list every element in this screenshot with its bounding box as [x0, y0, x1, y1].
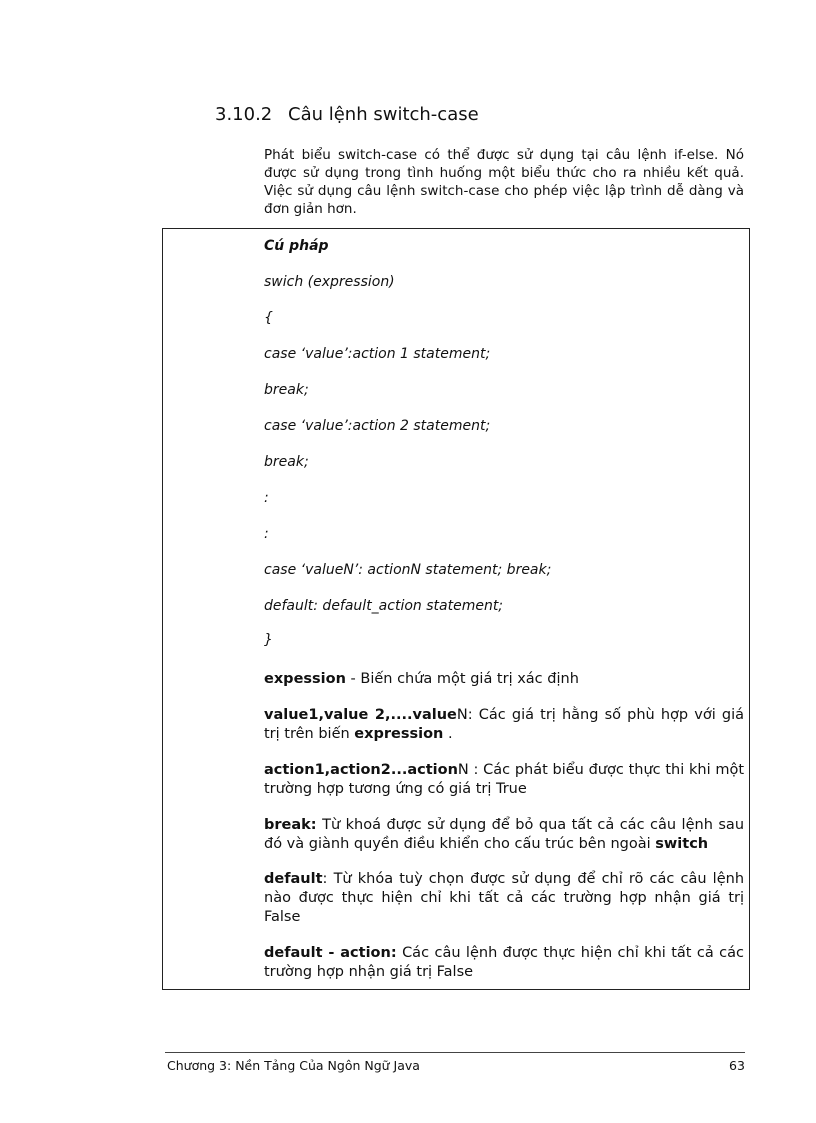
definition-sep: N : — [457, 762, 484, 778]
section-heading — [215, 104, 479, 125]
section-number: 3.10.2 — [215, 104, 273, 125]
definition-default-action — [264, 944, 744, 982]
syntax-title: Cú pháp — [264, 238, 329, 254]
definition-keyword: switch — [655, 836, 709, 852]
definition-keyword: expression — [354, 726, 444, 742]
definition-term: default - action: — [264, 945, 397, 961]
definition-text: Biến chứa một giá trị xác định — [360, 671, 579, 687]
intro-paragraph: Phát biểu switch-case có thể được sử dụng tại câu lệnh if-else. Nó được sử dụng trong tình huống một biểu thức cho ra nhiều kết quả. Việc sử dụng câu lệnh switch-case cho phép việc lập trình dễ dàng và đơn giản hơn. — [264, 147, 744, 217]
code-line: } — [264, 632, 273, 648]
definition-text: Các câu lệnh được thực hiện chỉ khi tất cả các trường hợp nhận giá trị False — [264, 945, 744, 980]
definition-term: value1,value 2,....value — [264, 707, 457, 723]
page-number: 63 — [729, 1058, 745, 1073]
code-line: case ‘value’:action 2 statement; — [264, 418, 491, 434]
code-line: break; — [264, 382, 309, 398]
definition-values — [264, 706, 744, 744]
code-line: : — [264, 526, 269, 542]
definition-sep: N: — [456, 707, 479, 723]
definition-term: default — [264, 871, 323, 887]
code-line: case ‘value’:action 1 statement; — [264, 346, 491, 362]
definition-text: Các phát biểu được thực thi khi một trường hợp tương ứng có giá trị True — [264, 762, 745, 797]
code-line: { — [264, 310, 273, 326]
code-line: break; — [264, 454, 309, 470]
code-line: case ‘valueN’: actionN statement; break; — [264, 562, 552, 578]
definition-sep: : — [322, 871, 334, 887]
code-line: swich (expression) — [264, 274, 395, 290]
section-title: Câu lệnh switch-case — [288, 104, 479, 125]
code-line: : — [264, 490, 269, 506]
footer-chapter: Chương 3: Nền Tảng Của Ngôn Ngữ Java — [167, 1058, 420, 1073]
definition-term: break: — [264, 817, 317, 833]
definition-text: Các giá trị hằng số phù hợp với giá trị trên biến — [264, 707, 744, 742]
definition-sep: - — [345, 671, 361, 687]
definition-actions — [264, 761, 744, 799]
definition-break — [264, 816, 744, 854]
definition-text: Từ khóa tuỳ chọn được sử dụng để chỉ rõ các câu lệnh nào được thực hiện chỉ khi tất cả các trường hợp nhận giá trị False — [264, 871, 745, 925]
definition-term: action1,action2...action — [264, 762, 458, 778]
definition-expession — [264, 670, 744, 689]
definition-text: Từ khoá được sử dụng để bỏ qua tất cả các câu lệnh sau đó và giành quyền điều khiển cho cấu trúc bên ngoài — [264, 817, 745, 852]
code-line: default: default_action statement; — [264, 598, 504, 614]
definition-tail: . — [443, 726, 453, 742]
definition-default — [264, 870, 744, 927]
definition-term: expession — [264, 671, 346, 687]
footer-divider — [165, 1052, 745, 1053]
